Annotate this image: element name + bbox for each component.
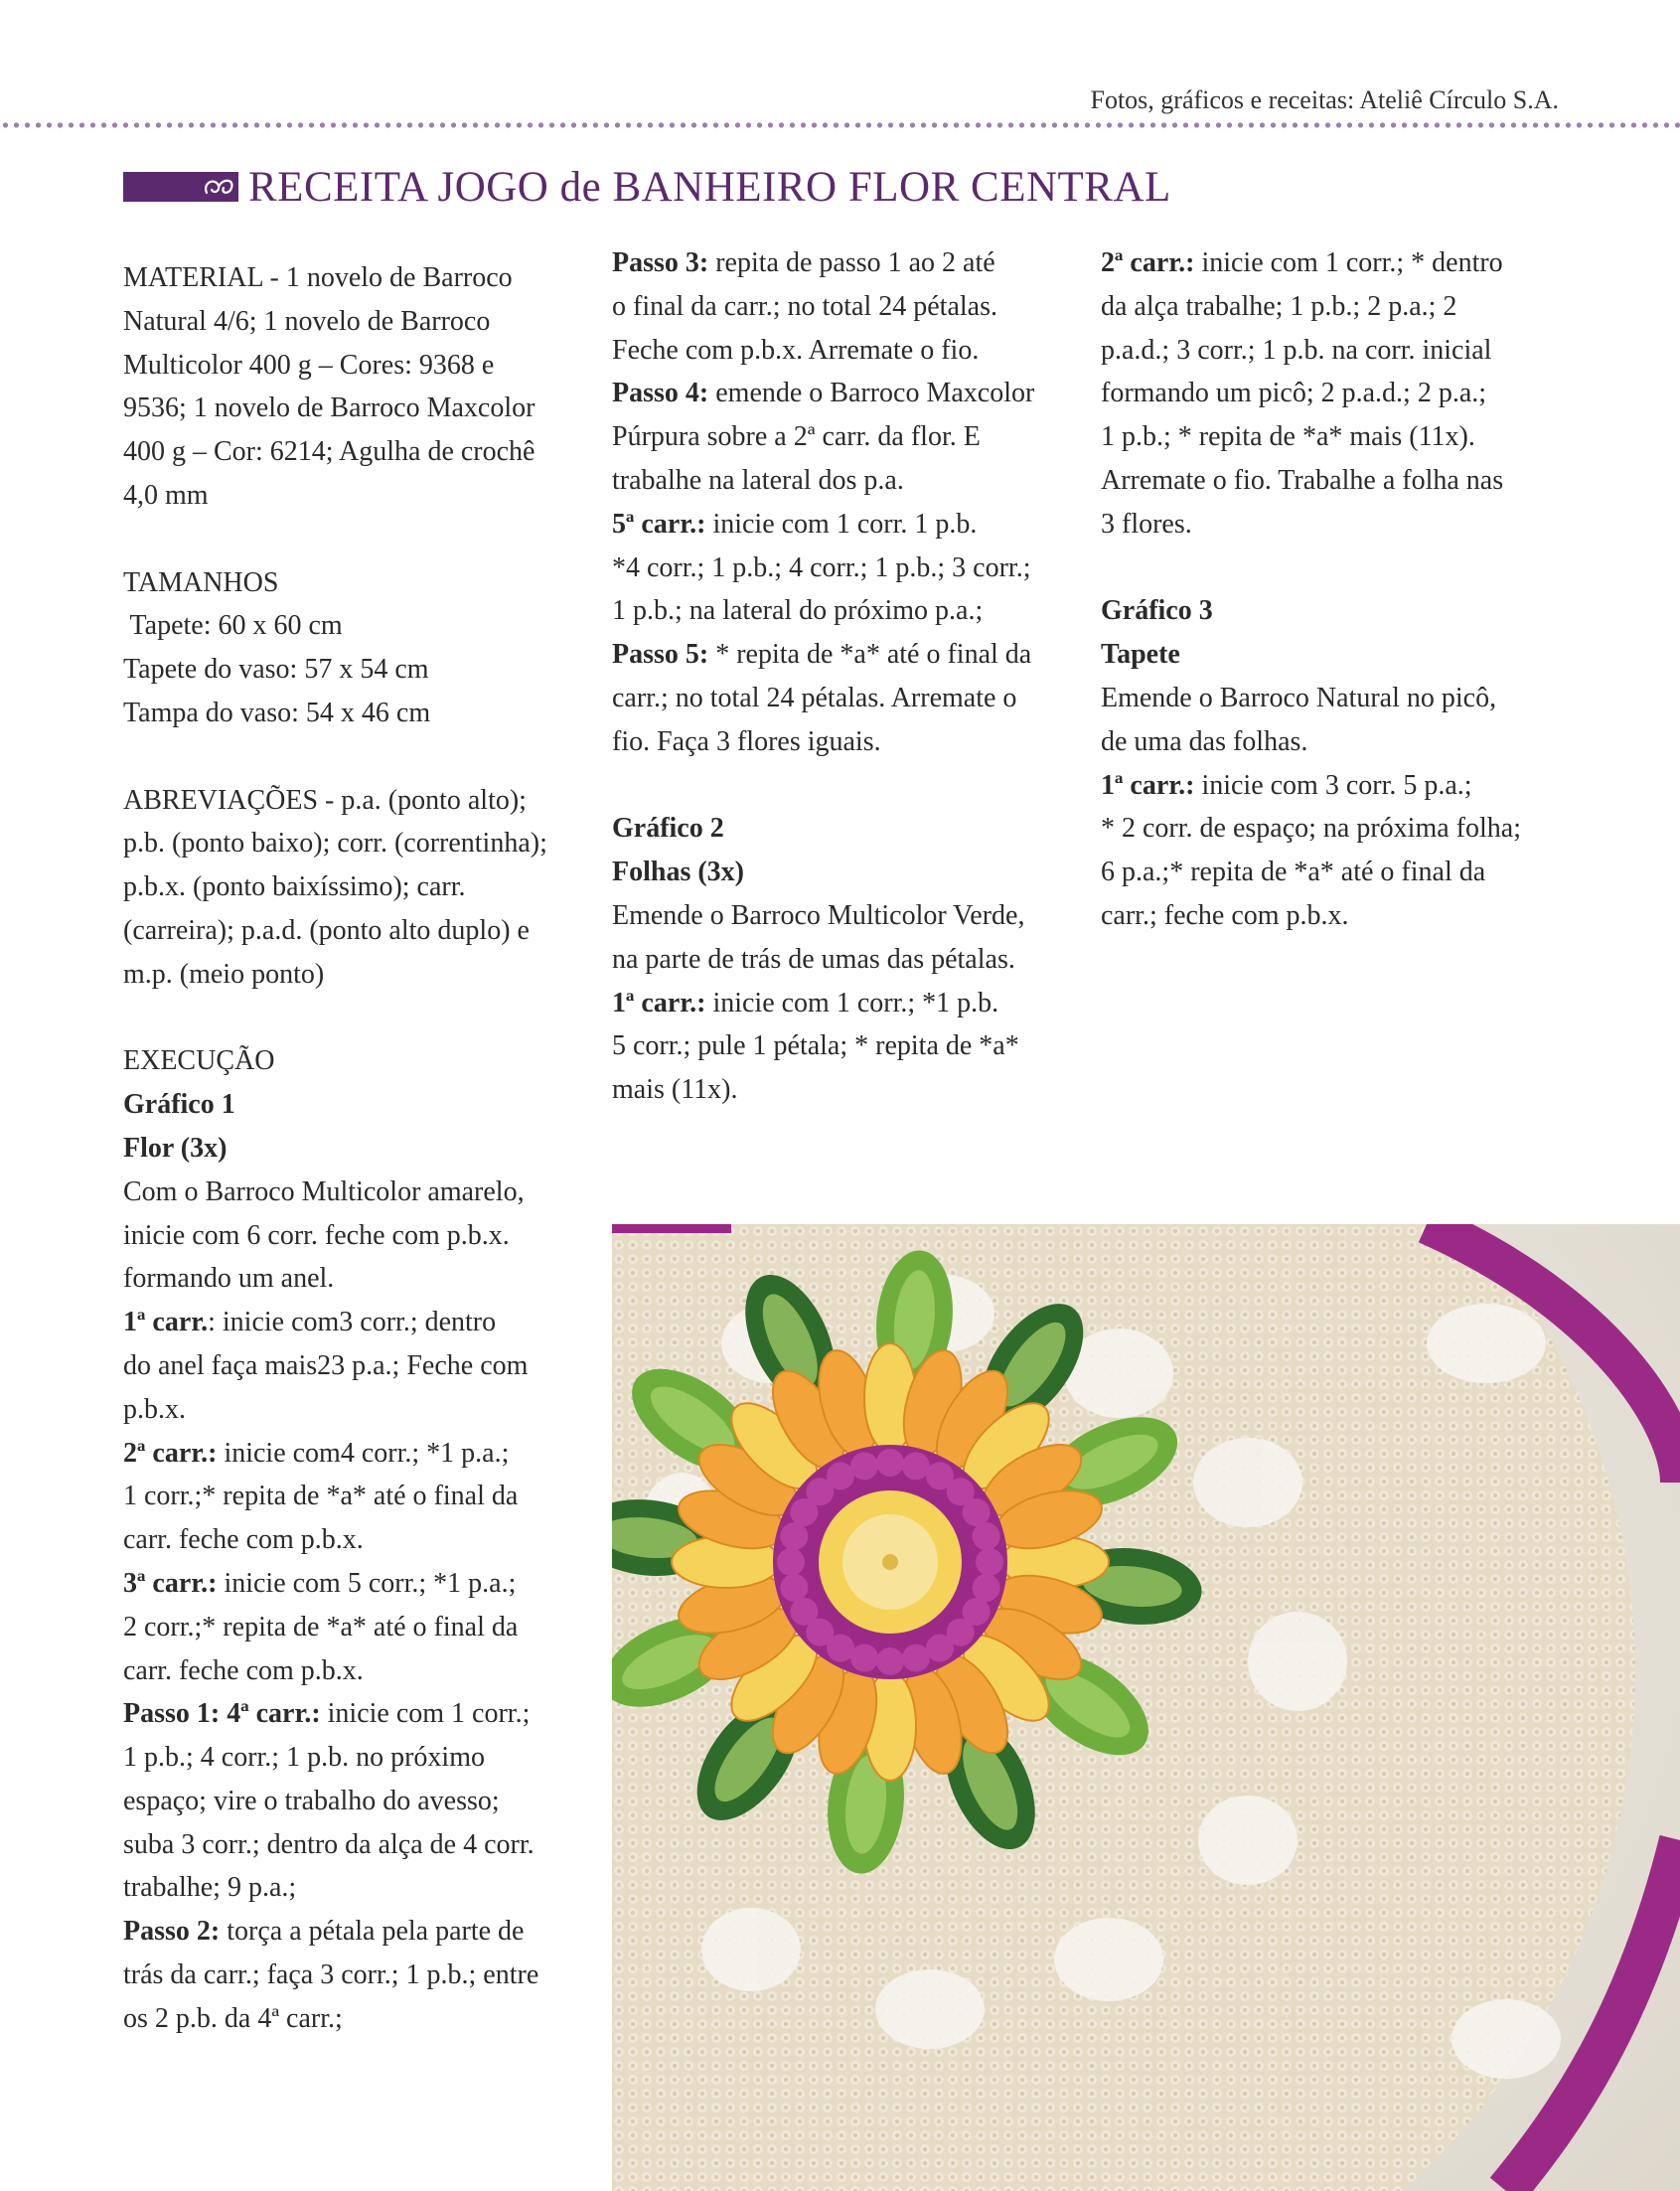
intro-line: formando um anel. xyxy=(123,1263,335,1295)
purple-loop xyxy=(902,1452,930,1480)
dotted-divider xyxy=(0,121,1680,129)
passo-3-line: o final da carr.; no total 24 pétalas. xyxy=(612,290,997,322)
passo-4-line: trabalhe na lateral dos p.a. xyxy=(612,464,904,496)
purple-loop xyxy=(926,1635,954,1662)
folhas-row-1-line: 5 corr.; pule 1 pétala; * repita de *a* xyxy=(612,1030,1019,1062)
passo-2-line: trás da carr.; faça 3 corr.; 1 p.b.; entre xyxy=(123,1959,539,1991)
purple-loop xyxy=(902,1644,930,1672)
abbrev-line: p.b.x. (ponto baixíssimo); carr. xyxy=(123,871,466,903)
folhas-row-2-line: p.a.d.; 3 corr.; 1 p.b. na corr. inicial xyxy=(1101,334,1492,366)
passo-5-line: fio. Faça 3 flores iguais. xyxy=(612,725,881,757)
tapete-intro-line: de uma das folhas. xyxy=(1101,725,1308,757)
column-2 xyxy=(612,241,1079,1112)
folhas-intro-line: na parte de trás de umas das pétalas. xyxy=(612,943,1015,975)
passo-5-line: carr.; no total 24 pétalas. Arremate o xyxy=(612,682,1017,713)
passo-1-line: trabalhe; 9 p.a.; xyxy=(123,1872,297,1904)
purple-loop xyxy=(973,1522,1000,1550)
title-accent-bar xyxy=(123,172,203,202)
size-line: Tampa do vaso: 54 x 46 cm xyxy=(123,697,431,728)
purple-loop xyxy=(780,1574,808,1602)
purple-loop xyxy=(827,1462,854,1489)
crochet-flower-photo xyxy=(612,1224,1680,2191)
purple-loop xyxy=(777,1548,805,1576)
row-5-line: 1 p.b.; na lateral do próximo p.a.; xyxy=(612,595,984,627)
passo-2-line: Passo 2: torça a pétala pela parte de xyxy=(123,1916,525,1948)
purple-loop xyxy=(850,1644,878,1672)
folhas-row-2-line: formando um picô; 2 p.a.d.; 2 p.a.; xyxy=(1101,378,1487,409)
row-1-line: 1ª carr.: inicie com3 corr.; dentro xyxy=(123,1307,497,1338)
purple-loop xyxy=(876,1449,904,1477)
folhas-row-2-line: Arremate o fio. Trabalhe a folha nas xyxy=(1101,464,1504,496)
swirl-ornament-icon xyxy=(199,172,238,202)
column-1 xyxy=(123,256,590,2041)
folhas-heading: Folhas (3x) xyxy=(612,857,744,888)
purple-loop xyxy=(876,1647,904,1675)
material-line: 4,0 mm xyxy=(123,479,209,511)
photo-credit: Fotos, gráficos e receitas: Ateliê Círculo S.A. xyxy=(1090,85,1559,114)
tapete-row-1-line: 1ª carr.: inicie com 3 corr. 5 p.a.; xyxy=(1101,769,1472,801)
folhas-row-2-line: 3 flores. xyxy=(1101,508,1192,540)
intro-line: Com o Barroco Multicolor amarelo, xyxy=(123,1175,525,1207)
grafico-1-heading: Gráfico 1 xyxy=(123,1089,235,1121)
purple-loop xyxy=(780,1522,808,1550)
passo-1-line: Passo 1: 4ª carr.: inicie com 1 corr.; xyxy=(123,1698,531,1730)
material-line: 9536; 1 novelo de Barroco Maxcolor xyxy=(123,392,535,424)
row-5-line: *4 corr.; 1 p.b.; 4 corr.; 1 p.b.; 3 corr.; xyxy=(612,551,1031,583)
abbrev-line: m.p. (meio ponto) xyxy=(123,958,325,990)
row-3-line: 2 corr.;* repita de *a* até o final da xyxy=(123,1611,519,1643)
purple-loop xyxy=(790,1598,818,1626)
passo-5-line: Passo 5: * repita de *a* até o final da xyxy=(612,639,1032,671)
grafico-2-heading: Gráfico 2 xyxy=(612,813,724,845)
abbrev-line: p.b. (ponto baixo); corr. (correntinha); xyxy=(123,828,547,860)
abbrev-line: ABREVIAÇÕES - p.a. (ponto alto); xyxy=(123,784,527,816)
tapete-heading: Tapete xyxy=(1101,639,1180,671)
purple-loop xyxy=(976,1548,1003,1576)
row-2-line: carr. feche com p.b.x. xyxy=(123,1524,364,1556)
material-line: 400 g – Cor: 6214; Agulha de crochê xyxy=(123,436,535,468)
page-title: RECEITA JOGO de BANHEIRO FLOR CENTRAL xyxy=(248,163,1171,211)
row-2-line: 1 corr.;* repita de *a* até o final da xyxy=(123,1481,519,1512)
folhas-intro-line: Emende o Barroco Multicolor Verde, xyxy=(612,899,1025,931)
row-3-line: 3ª carr.: inicie com 5 corr.; *1 p.a.; xyxy=(123,1567,517,1599)
passo-3-line: Passo 3: repita de passo 1 ao 2 até xyxy=(612,247,995,278)
size-line: Tapete: 60 x 60 cm xyxy=(123,610,343,642)
row-1-line: do anel faça mais23 p.a.; Feche com xyxy=(123,1349,529,1381)
folhas-row-2-line: 2ª carr.: inicie com 1 corr.; * dentro xyxy=(1101,247,1503,278)
size-line: Tapete do vaso: 57 x 54 cm xyxy=(123,654,429,686)
grafico-3-heading: Gráfico 3 xyxy=(1101,595,1213,627)
tapete-row-1-line: * 2 corr. de espaço; na próxima folha; xyxy=(1101,813,1521,845)
purple-loop xyxy=(973,1574,1000,1602)
passo-1-line: suba 3 corr.; dentro da alça de 4 corr. xyxy=(123,1828,535,1860)
passo-4-line: Passo 4: emende o Barroco Maxcolor xyxy=(612,378,1035,409)
purple-loop xyxy=(850,1452,878,1480)
recipe-title-row xyxy=(123,159,1171,215)
folhas-row-1-line: mais (11x). xyxy=(612,1074,738,1106)
flor-heading: Flor (3x) xyxy=(123,1132,228,1164)
row-3-line: carr. feche com p.b.x. xyxy=(123,1654,364,1686)
crochet-flower-illustration xyxy=(612,1224,1680,2191)
tapete-row-1-line: 6 p.a.;* repita de *a* até o final da xyxy=(1101,857,1486,888)
row-5-line: 5ª carr.: inicie com 1 corr. 1 p.b. xyxy=(612,508,978,540)
material-line: MATERIAL - 1 novelo de Barroco xyxy=(123,262,513,293)
folhas-row-2-line: 1 p.b.; * repita de *a* mais (11x). xyxy=(1101,421,1475,453)
purple-loop xyxy=(963,1498,991,1526)
row-1-line: p.b.x. xyxy=(123,1393,186,1425)
execution-heading: EXECUÇÃO xyxy=(123,1045,275,1077)
passo-3-line: Feche com p.b.x. Arremate o fio. xyxy=(612,334,980,366)
material-line: Multicolor 400 g – Cores: 9368 e xyxy=(123,349,495,381)
material-line: Natural 4/6; 1 novelo de Barroco xyxy=(123,305,491,337)
sizes-heading: TAMANHOS xyxy=(123,566,279,598)
tapete-intro-line: Emende o Barroco Natural no picô, xyxy=(1101,682,1497,713)
passo-2-line: os 2 p.b. da 4ª carr.; xyxy=(123,2002,343,2034)
flower-center-hole xyxy=(882,1554,898,1570)
folhas-row-1-line: 1ª carr.: inicie com 1 corr.; *1 p.b. xyxy=(612,987,999,1018)
abbrev-line: (carreira); p.a.d. (ponto alto duplo) e xyxy=(123,914,530,946)
tapete-row-1-line: carr.; feche com p.b.x. xyxy=(1101,899,1349,931)
column-3 xyxy=(1101,241,1568,938)
folhas-row-2-line: da alça trabalhe; 1 p.b.; 2 p.a.; 2 xyxy=(1101,290,1457,322)
intro-line: inicie com 6 corr. feche com p.b.x. xyxy=(123,1219,510,1251)
passo-4-line: Púrpura sobre a 2ª carr. da flor. E xyxy=(612,421,981,453)
passo-1-line: 1 p.b.; 4 corr.; 1 p.b. no próximo xyxy=(123,1742,485,1774)
row-2-line: 2ª carr.: inicie com4 corr.; *1 p.a.; xyxy=(123,1437,510,1469)
passo-1-line: espaço; vire o trabalho do avesso; xyxy=(123,1785,500,1816)
